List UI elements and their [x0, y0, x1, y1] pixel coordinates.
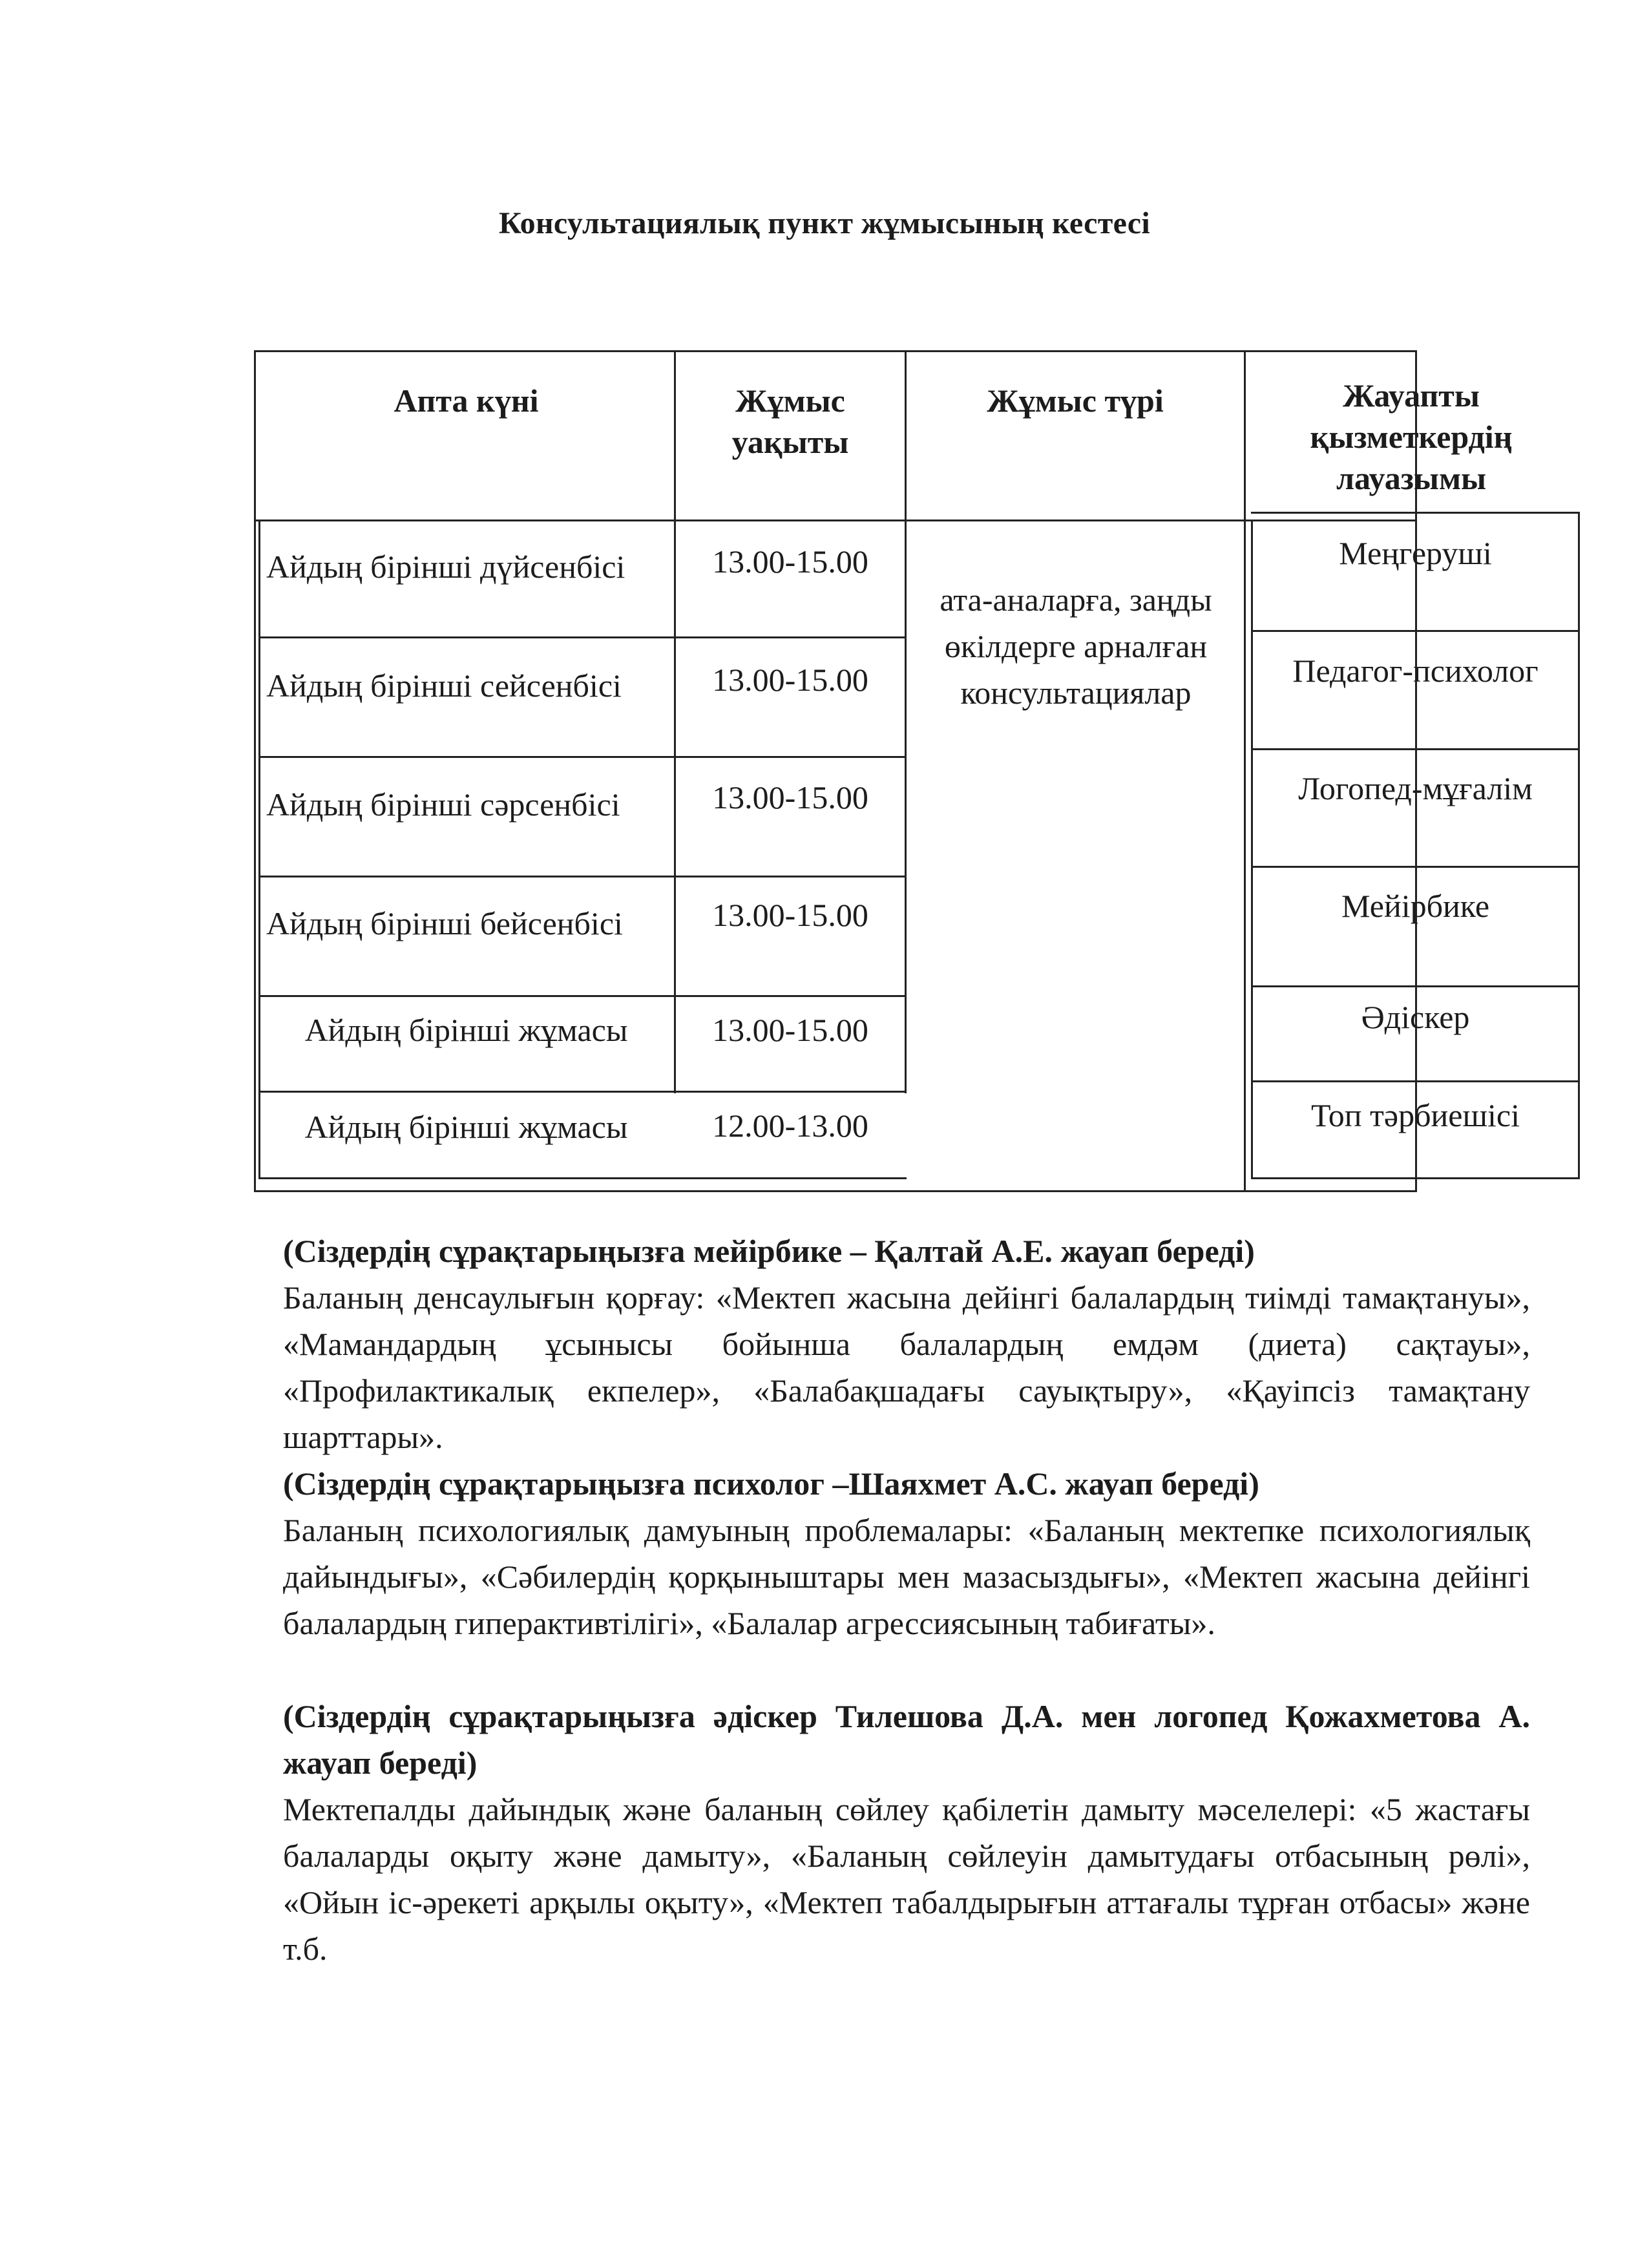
section-heading: (Сіздердің сұрақтарыңызға психолог –Шаяхмет А.С. жауап береді): [283, 1465, 1259, 1502]
position-cell: Логопед-мұғалім: [1298, 770, 1533, 806]
table-row-day: Айдың бірінші жұмасы: [304, 1109, 628, 1145]
position-cell: Мейірбике: [1341, 888, 1490, 924]
section-methodist-speech: [283, 1693, 1530, 1972]
table-row-day: Айдың бірінші дүйсенбісі: [266, 549, 625, 585]
section-heading: (Сіздердің сұрақтарыңызға әдіскер Тилешова Д.А. мен логопед Қожахметова А. жауап береді): [283, 1698, 1530, 1781]
table-row-time: 13.00-15.00: [712, 897, 868, 933]
position-cell: Топ тәрбиешісі: [1311, 1097, 1520, 1133]
header-position: Жауапты қызметкердің лауазымы: [1310, 377, 1513, 496]
page-title: Консультациялық пункт жұмысының кестесі: [498, 206, 1151, 240]
table-row-time: 13.00-15.00: [712, 543, 868, 580]
position-cell: Педагог-психолог: [1292, 653, 1539, 689]
section-heading: (Сіздердің сұрақтарыңызға мейірбике – Қалтай А.Е. жауап береді): [283, 1233, 1255, 1269]
table-row-day: Айдың бірінші сәрсенбісі: [266, 786, 620, 823]
work-type-cell: ата-аналарға, заңды өкілдерге арналған консультациялар: [940, 582, 1212, 711]
section-body: Баланың денсаулығын қорғау: «Мектеп жасына дейінгі балалардың тиімді тамақтануы», «Мамандардың ұсынысы бойынша балалардың емдәм (диета) сақтауы», «Профилактикалық екпелер», «Балабақшадағы сауықтыру», «Қауіпсіз тамақтану шарттары».: [283, 1279, 1530, 1455]
table-row-day: Айдың бірінші бейсенбісі: [266, 905, 623, 941]
header-work-type: Жұмыс түрі: [987, 383, 1164, 419]
section-psychologist: [283, 1460, 1530, 1646]
table-row-time: 13.00-15.00: [712, 1012, 868, 1048]
table-row-time: 13.00-15.00: [712, 779, 868, 815]
table-row-day: Айдың бірінші жұмасы: [304, 1012, 628, 1048]
table-row-day: Айдың бірінші сейсенбісі: [266, 667, 622, 704]
section-body: Мектепалды дайындық және баланың сөйлеу қабілетін дамыту мәселелері: «5 жастағы балаларды оқыту және дамыту», «Баланың сөйлеуін дамытудағы отбасының рөлі», «Ойын іс-әрекеті арқылы оқыту», «Мектеп табалдырығын аттағалы тұрған отбасы» және т.б.: [283, 1791, 1530, 1967]
header-day: Апта күні: [394, 383, 539, 419]
table-row-time: 13.00-15.00: [712, 662, 868, 698]
header-time: Жұмыс уақыты: [731, 383, 849, 460]
position-cell: Әдіскер: [1361, 999, 1470, 1035]
table-row-time: 12.00-13.00: [712, 1108, 868, 1144]
section-body: Баланың психологиялық дамуының проблемалары: «Баланың мектепке психологиялық дайындығы», «Сәбилердің қорқыныштары мен мазасыздығы», «Мектеп жасына дейінгі балалардың гиперактивтілігі», «Балалар агрессиясының табиғаты».: [283, 1512, 1530, 1641]
position-cell: Меңгеруші: [1339, 535, 1492, 571]
section-nurse: [283, 1228, 1530, 1460]
